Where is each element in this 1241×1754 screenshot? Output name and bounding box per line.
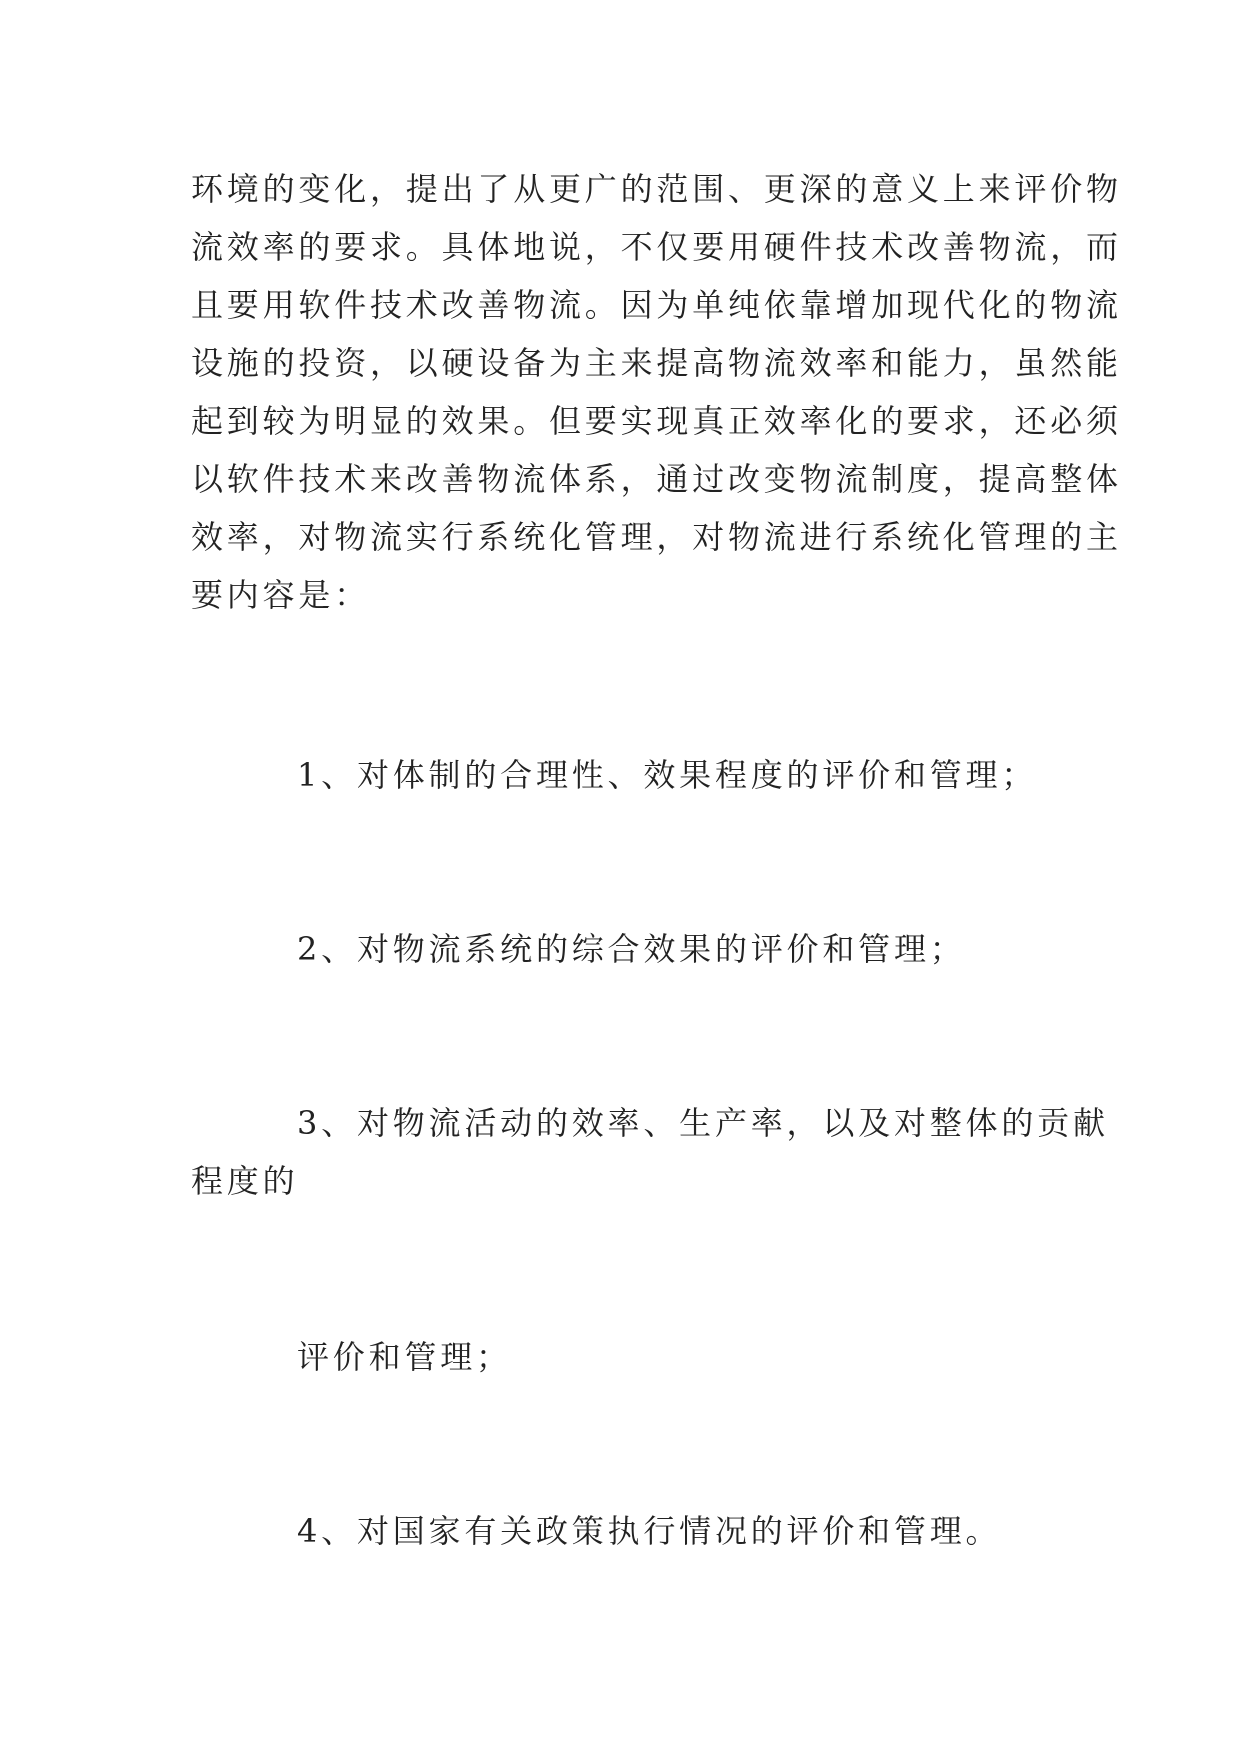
intro-paragraph (191, 160, 1122, 624)
list-item-3-line-2: 程度的 (191, 1162, 299, 1200)
list-item-3-continuation: 评价和管理； (297, 1338, 512, 1376)
paragraph-line: 效率，对物流实行系统化管理，对物流进行系统化管理的主 (191, 518, 1122, 556)
paragraph-line: 流效率的要求。具体地说，不仅要用硬件技术改善物流，而 (191, 228, 1122, 266)
paragraph-line: 环境的变化，提出了从更广的范围、更深的意义上来评价物 (191, 170, 1122, 208)
list-item-3-line-1: 3、对物流活动的效率、生产率，以及对整体的贡献 (297, 1104, 1109, 1142)
paragraph-line: 以软件技术来改善物流体系，通过改变物流制度，提高整体 (191, 460, 1122, 498)
paragraph-line: 且要用软件技术改善物流。因为单纯依靠增加现代化的物流 (191, 286, 1122, 324)
list-item-1: 1、对体制的合理性、效果程度的评价和管理； (297, 756, 1038, 794)
paragraph-line: 要内容是： (191, 576, 371, 614)
paragraph-line: 起到较为明显的效果。但要实现真正效率化的要求，还必须 (191, 402, 1122, 440)
paragraph-line: 设施的投资，以硬设备为主来提高物流效率和能力，虽然能 (191, 344, 1122, 382)
list-item-2: 2、对物流系统的综合效果的评价和管理； (297, 930, 966, 968)
list-item-4: 4、对国家有关政策执行情况的评价和管理。 (297, 1512, 1002, 1550)
